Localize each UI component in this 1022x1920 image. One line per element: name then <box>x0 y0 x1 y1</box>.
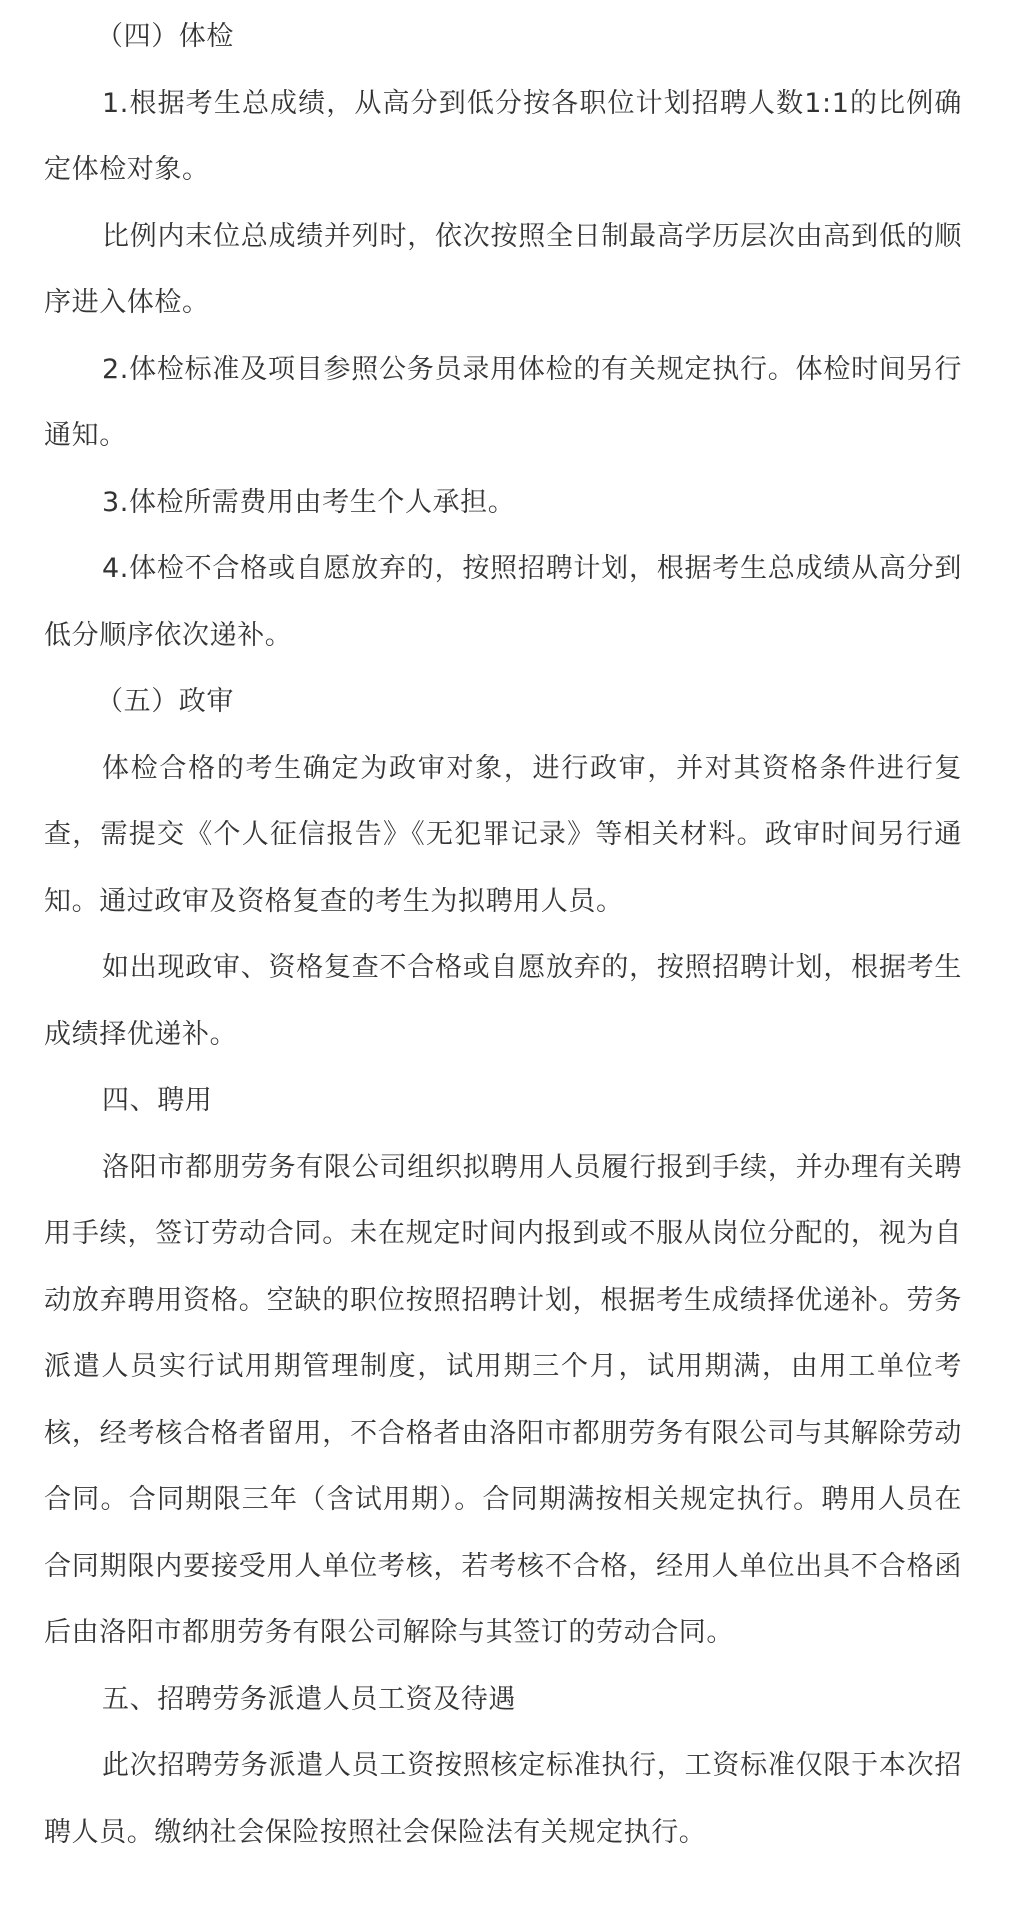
paragraph-exam-standard: 2.体检标准及项目参照公务员录用体检的有关规定执行。体检时间另行通知。 <box>44 353 962 451</box>
paragraph-employment: 洛阳市都朋劳务有限公司组织拟聘用人员履行报到手续，并办理有关聘用手续，签订劳动合同。未在规定时间内报到或不服从岗位分配的，视为自动放弃聘用资格。空缺的职位按照招聘计划，根据考生成绩择优递补。劳务派遣人员实行试用期管理制度，试用期三个月，试用期满，由用工单位考核，经考核合格者留用，不合格者由洛阳市都朋劳务有限公司与其解除劳动合同。合同期限三年（含试用期）。合同期满按相关规定执行。聘用人员在合同期限内要接受用人单位考核，若考核不合格，经用人单位出具不合格函后由洛阳市都朋劳务有限公司解除与其签订的劳动合同。 <box>44 1151 962 1648</box>
paragraph-review-substitute: 如出现政审、资格复查不合格或自愿放弃的，按照招聘计划，根据考生成绩择优递补。 <box>44 952 962 1050</box>
section-heading-employment: 四、聘用 <box>102 1085 213 1116</box>
section-heading-physical-exam: （四）体检 <box>96 21 234 52</box>
section-heading-political-review: （五）政审 <box>96 686 234 717</box>
section-heading-salary: 五、招聘劳务派遣人员工资及待遇 <box>102 1683 516 1715</box>
paragraph-exam-fee: 3.体检所需费用由考生个人承担。 <box>102 486 516 518</box>
paragraph-exam-ratio: 1.根据考生总成绩，从高分到低分按各职位计划招聘人数1:1的比例确定体检对象。 <box>44 87 962 185</box>
paragraph-political-review: 体检合格的考生确定为政审对象，进行政审，并对其资格条件进行复查，需提交《个人征信报告》《无犯罪记录》等相关材料。政审时间另行通知。通过政审及资格复查的考生为拟聘用人员。 <box>44 752 962 917</box>
document-body <box>44 4 962 1866</box>
paragraph-exam-substitute: 4.体检不合格或自愿放弃的，按照招聘计划，根据考生总成绩从高分到低分顺序依次递补。 <box>44 553 962 651</box>
paragraph-tie-rule: 比例内末位总成绩并列时，依次按照全日制最高学历层次由高到低的顺序进入体检。 <box>44 220 962 318</box>
paragraph-salary: 此次招聘劳务派遣人员工资按照核定标准执行，工资标准仅限于本次招聘人员。缴纳社会保险按照社会保险法有关规定执行。 <box>44 1750 962 1848</box>
